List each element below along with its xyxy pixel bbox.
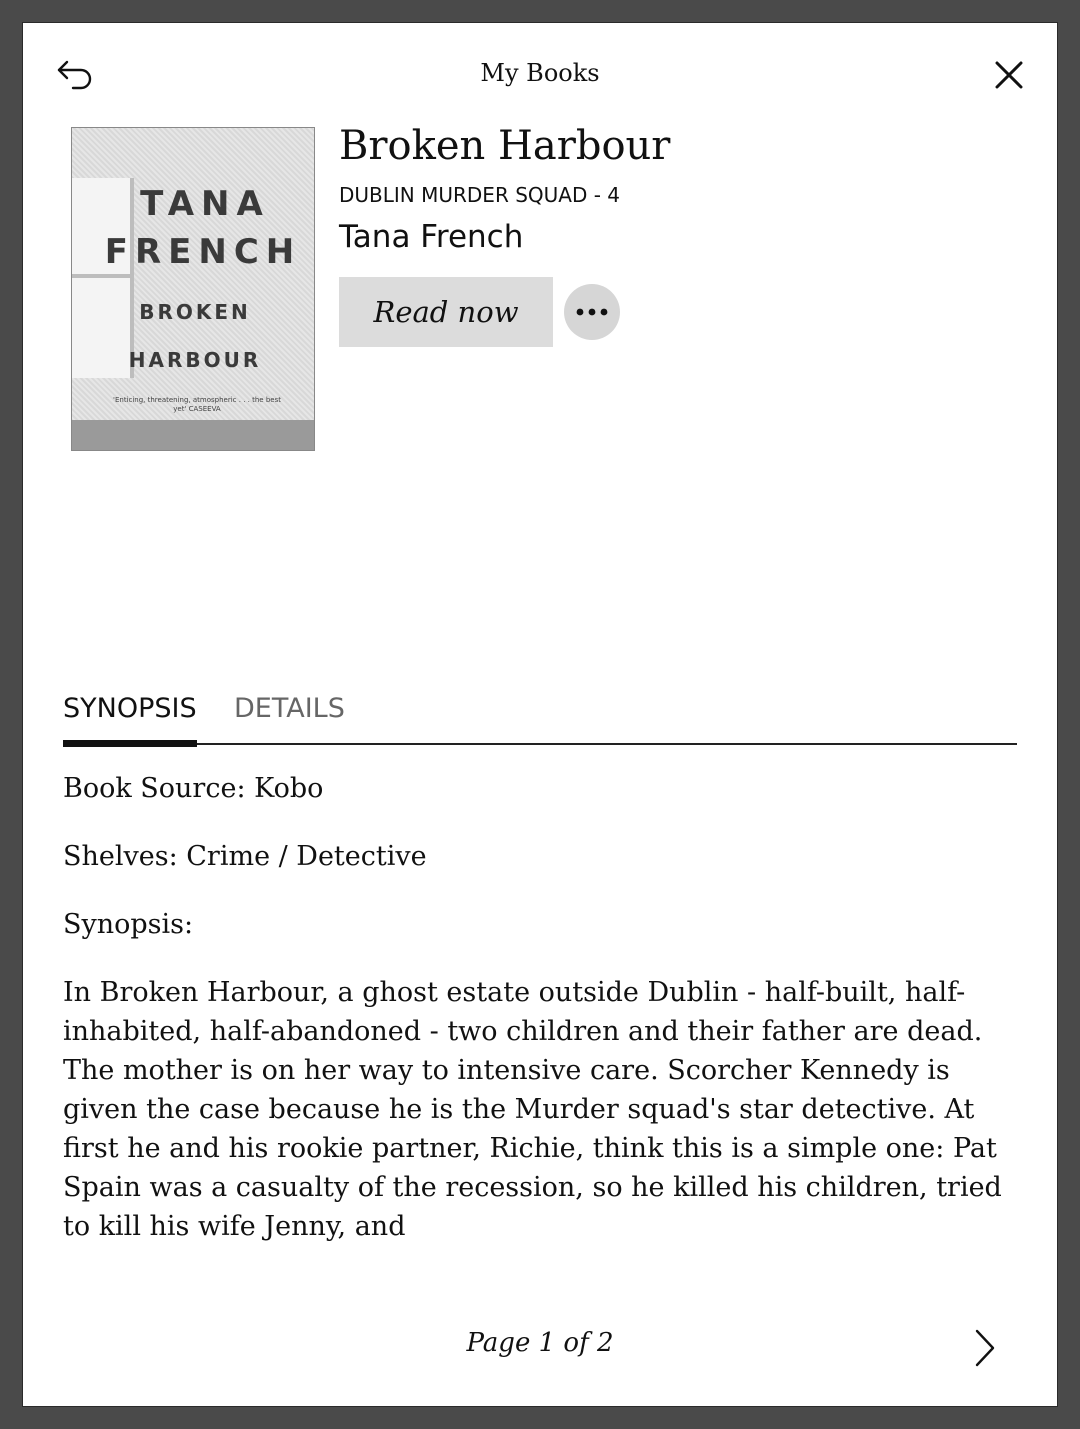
page-indicator: Page 1 of 2 <box>466 1328 614 1358</box>
book-detail-panel <box>22 22 1058 1407</box>
tab-details[interactable]: DETAILS <box>234 693 345 724</box>
shelves-text: Shelves: Crime / Detective <box>63 841 427 872</box>
tab-synopsis[interactable]: SYNOPSIS <box>63 693 197 745</box>
book-source-text: Book Source: Kobo <box>63 773 324 804</box>
more-options-icon <box>575 307 609 317</box>
close-button[interactable] <box>987 55 1031 95</box>
close-icon <box>994 60 1024 90</box>
cover-floor-art <box>72 420 314 450</box>
synopsis-text: In Broken Harbour, a ghost estate outside Dublin - half-built, half-inhabited, half-abandoned - two children and their father are dead. The mother is on her way to intensive care. Scorcher Kennedy is given the case because he is the Murder squad's star detective. At first he and his rookie partner, Richie, think this is a simple one: Pat Spain was a casualty of the recession, so he killed his children, tried to kill his wife Jenny, and <box>63 977 1002 1242</box>
book-cover[interactable] <box>71 127 315 451</box>
tab-bar <box>63 693 1017 745</box>
cover-author-line2: FRENCH <box>104 232 302 272</box>
synopsis-label: Synopsis: <box>63 909 194 940</box>
more-options-button[interactable] <box>564 284 620 340</box>
read-now-button[interactable]: Read now <box>339 277 553 347</box>
book-series[interactable]: DUBLIN MURDER SQUAD - 4 <box>339 183 621 207</box>
cover-author-line1: TANA <box>140 184 270 224</box>
page-title: My Books <box>480 59 600 87</box>
chevron-right-icon <box>973 1328 997 1368</box>
cover-title-line1: BROKEN <box>139 300 251 324</box>
book-title: Broken Harbour <box>339 123 671 169</box>
next-page-button[interactable] <box>963 1323 1007 1373</box>
cover-quote: 'Enticing, threatening, atmospheric . . . the best yet' CASEEVA <box>113 396 281 413</box>
synopsis-content <box>63 769 1023 1246</box>
cover-title-line2: HARBOUR <box>128 348 262 372</box>
book-author[interactable]: Tana French <box>339 219 524 255</box>
